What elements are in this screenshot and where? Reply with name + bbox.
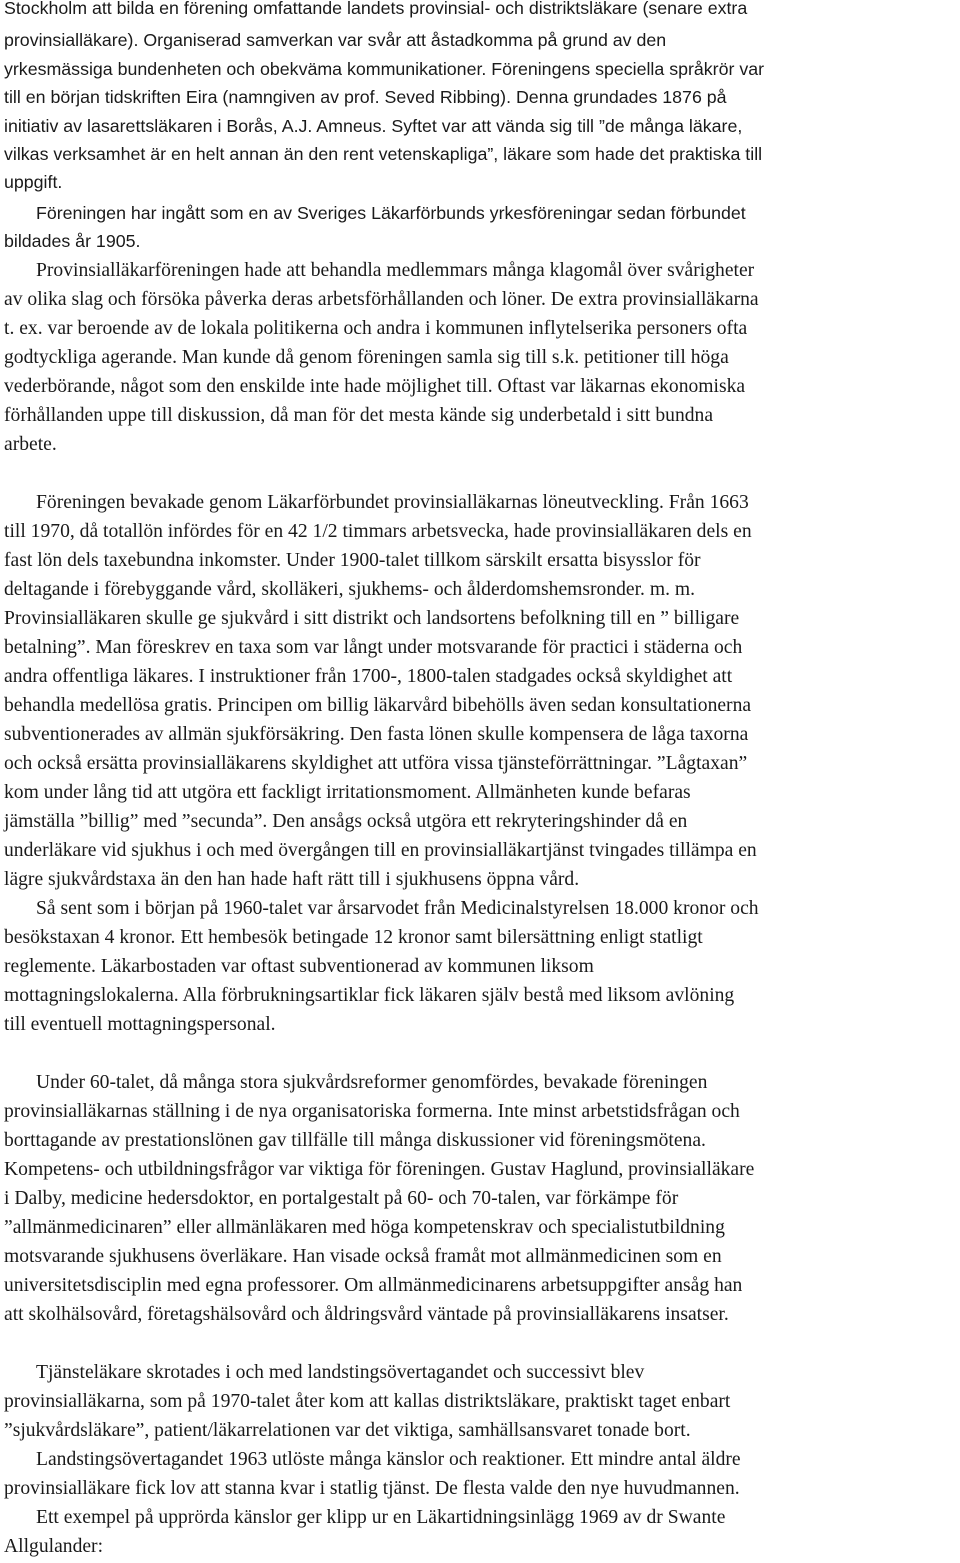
text-line: ”sjukvårdsläkare”, patient/läkarrelationen var det viktiga, samhällsansvaret tonade bort. (4, 1420, 691, 1441)
text-line: Under 60-talet, då många stora sjukvårdsreformer genomfördes, bevakade föreningen (36, 1072, 708, 1093)
text-line: uppgift. (4, 172, 63, 192)
text-line: borttagande av prestationslönen gav tillfälle till många diskussioner vid föreningsmötena. (4, 1130, 706, 1151)
text-line: behandla medellösa gratis. Principen om billig läkarvård bibehölls även sedan konsultationerna (4, 695, 752, 716)
text-line: Ett exempel på upprörda känslor ger klipp ur en Läkartidningsinlägg 1969 av dr Swante (36, 1507, 726, 1528)
text-line: Provinsialläkarföreningen hade att behandla medlemmars många klagomål över svårigheter (36, 260, 755, 281)
text-line: till eventuell mottagningspersonal. (4, 1014, 276, 1035)
text-line: jämställa ”billig” med ”secunda”. Den ansågs också utgöra ett rekryteringshinder då en (4, 811, 688, 832)
text-line: till en början tidskriften Eira (namngiven av prof. Seved Ribbing). Denna grundades 1876 på (4, 87, 727, 107)
text-line: provinsialläkarna, som på 1970-talet åter kom att kallas distriktsläkare, praktiskt taget enbart (4, 1391, 731, 1412)
text-line: Föreningen bevakade genom Läkarförbundet provinsialläkarnas löneutveckling. Från 1663 (36, 492, 749, 513)
text-line: att skolhälsovård, företagshälsovård och åldringsvård väntade på provinsialläkarens insatser. (4, 1304, 729, 1325)
text-line: Allgulander: (4, 1536, 104, 1557)
text-line: universitetsdisciplin med egna professorer. Om allmänmedicinarens arbetsuppgifter ansåg han (4, 1275, 743, 1296)
text-line: förhållanden uppe till diskussion, då man för det mesta kände sig underbetald i sitt bundna (4, 405, 714, 426)
text-line: godtyckliga agerande. Man kunde då genom föreningen samla sig till s.k. petitioner till höga (4, 347, 729, 368)
text-line: lägre sjukvårdstaxa än den han hade haft rätt till i sjukhusens öppna vård. (4, 869, 580, 890)
text-line: Tjänsteläkare skrotades i och med landstingsövertagandet och successivt blev (36, 1362, 645, 1383)
text-line: Kompetens- och utbildningsfrågor var viktiga för föreningen. Gustav Haglund, provinsialläkare (4, 1159, 755, 1180)
text-line: Föreningen har ingått som en av Sveriges Läkarförbunds yrkesföreningar sedan förbundet (36, 203, 746, 223)
text-line: t. ex. var beroende av de lokala politikerna och andra i kommunen inflytelserika personers ofta (4, 318, 748, 339)
text-line: bildades år 1905. (4, 231, 141, 251)
text-line: kom under lång tid att utgöra ett fackligt irritationsmoment. Allmänheten kunde befaras (4, 782, 691, 803)
text-line: betalning”. Man föreskrev en taxa som var långt under motsvarande för practici i städerna och (4, 637, 743, 658)
text-line: motsvarande sjukhusens överläkare. Han visade också framåt mot allmänmedicinen som en (4, 1246, 722, 1267)
text-line: besökstaxan 4 kronor. Ett hembesök betingade 12 kronor samt bilersättning enligt statligt (4, 927, 703, 948)
text-line: arbete. (4, 434, 57, 455)
text-line: reglemente. Läkarbostaden var oftast subventionerad av kommunen liksom (4, 956, 594, 977)
text-line: underläkare vid sjukhus i och med övergången till en provinsialläkartjänst tvingades tillämpa en (4, 840, 757, 861)
text-line: yrkesmässiga bundenheten och obekväma kommunikationer. Föreningens speciella språkrör var (4, 59, 765, 79)
text-line: provinsialläkare fick lov att stanna kvar i statlig tjänst. De flesta valde den nye huvudmannen. (4, 1478, 740, 1499)
text-line: fast lön dels taxebundna inkomster. Under 1900-talet tillkom särskilt ersatta bisysslor för (4, 550, 701, 571)
text-line: mottagningslokalerna. Alla förbrukningsartiklar fick läkaren själv bestå med liksom avlöning (4, 985, 735, 1006)
text-line: och också ersätta provinsialläkarens skyldighet att utföra vissa tjänsteförrättningar. ”Lågtaxan” (4, 753, 748, 774)
text-line: av olika slag och försöka påverka deras arbetsförhållanden och löner. De extra provinsialläkarna (4, 289, 759, 310)
text-line: Landstingsövertagandet 1963 utlöste många känslor och reaktioner. Ett mindre antal äldre (36, 1449, 741, 1470)
text-line: provinsialläkare). Organiserad samverkan var svår att åstadkomma på grund av den (4, 30, 667, 50)
text-line: Så sent som i början på 1960-talet var årsarvodet från Medicinalstyrelsen 18.000 kronor och (36, 898, 759, 919)
text-line: deltagande i förebyggande vård, skolläkeri, sjukhems- och ålderdomshemsronder. m. m. (4, 579, 696, 600)
text-line: provinsialläkarnas ställning i de nya organisatoriska formerna. Inte minst arbetstidsfrågan och (4, 1101, 740, 1122)
text-line: subventionerades av allmän sjukförsäkring. Den fasta lönen skulle kompensera de låga taxorna (4, 724, 749, 745)
text-line: i Dalby, medicine hedersdoktor, en portalgestalt på 60- och 70-talen, var förkämpe för (4, 1188, 679, 1209)
text-line: Provinsialläkaren skulle ge sjukvård i sitt distrikt och landsortens befolkning till en ” billigare (4, 608, 740, 629)
text-line: ”allmänmedicinaren” eller allmänläkaren med höga kompetenskrav och specialistutbildning (4, 1217, 725, 1238)
text-line: vederbörande, något som den enskilde inte hade möjlighet till. Oftast var läkarnas ekonomiska (4, 376, 746, 397)
text-line: andra offentliga läkares. I instruktioner från 1700-, 1800-talen stadgades också skyldighet att (4, 666, 733, 687)
text-line: Stockholm att bilda en förening omfattande landets provinsial- och distriktsläkare (senare extra (4, 0, 748, 18)
text-line: vilkas verksamhet är en helt annan än den rent vetenskapliga”, läkare som hade det praktiska till (4, 144, 763, 164)
text-line: initiativ av lasarettsläkaren i Borås, A.J. Amneus. Syftet var att vända sig till ”de många läkare, (4, 116, 743, 136)
text-line: till 1970, då totallön infördes för en 42 1/2 timmars arbetsvecka, hade provinsialläkaren dels en (4, 521, 752, 542)
